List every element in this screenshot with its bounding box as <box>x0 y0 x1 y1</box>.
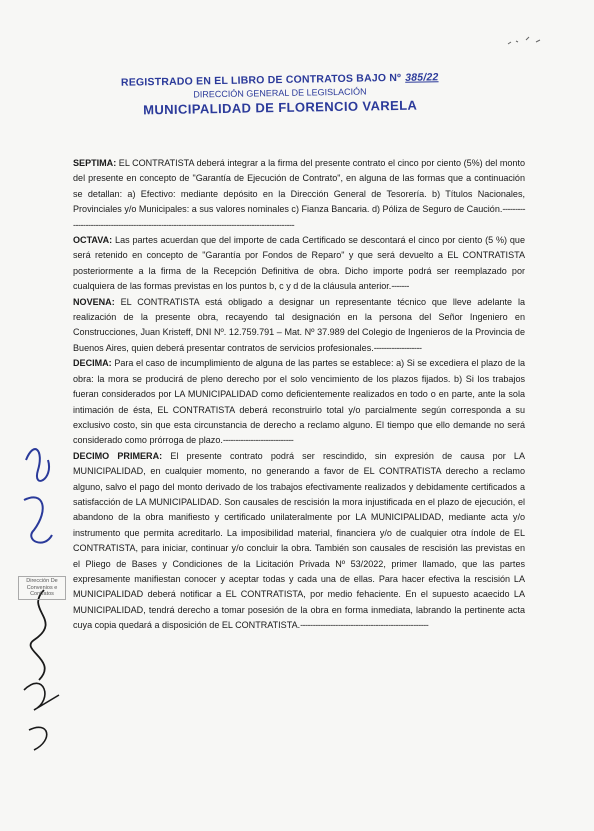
clause-text: EL CONTRATISTA deberá integrar a la firma del presente contrato el cinco por ciento (5%) del monto del presente en concepto de "Garantía de Ejecución de Contrato", en alguna de las formas que a continuación se detallan: a) Efectivo: mediante depósito en la Dirección General de Tesorería. b) Títulos Nacionales, Provinciales y/o Municipales: a sus valores nominales c) Fianza Bancaria. d) Póliza de Seguro de Caución. <box>73 158 525 215</box>
clause-heading: SEPTIMA: <box>73 158 117 168</box>
stamp-line-1: REGISTRADO EN EL LIBRO DE CONTRATOS BAJO Nº 385/22 <box>120 71 439 89</box>
stamp-line-2: DIRECCIÓN GENERAL DE LEGISLACIÓN <box>193 86 367 100</box>
registration-stamp <box>120 71 441 118</box>
clause-dashes: --------------------------------------------------- <box>300 620 429 631</box>
clause-dashes: ---------------------------- <box>222 435 294 446</box>
clause-dashes: ------------------------------------------------------------------------------------------------- <box>73 204 525 230</box>
clause-decimo-primera <box>73 449 525 634</box>
margin-stamp: Dirección De Convenios e Contratos <box>18 576 66 600</box>
clause-septima <box>73 156 525 233</box>
clause-dashes: ------- <box>391 281 409 292</box>
stamp-line-3: MUNICIPALIDAD DE FLORENCIO VARELA <box>143 97 418 118</box>
clause-octava <box>73 233 525 295</box>
clause-heading: OCTAVA: <box>73 235 113 246</box>
contract-body <box>73 156 525 634</box>
clause-text: Las partes acuerdan que del importe de cada Certificado se descontará el cinco por ciento (5 %) que será retenido en concepto de "Garantía por Fondos de Reparo" y que será devuelto a EL CONTRATISTA posteriormente a la firma de la Recepción Definitiva de obra. Dicho importe podrá ser reemplazado por cualquiera de las formas previstas en los puntos b, c y d de la cláusula anterior. <box>73 235 525 292</box>
clause-dashes: ------------------- <box>373 342 422 353</box>
clause-heading: DECIMA: <box>73 358 112 369</box>
stamp-number: 385/22 <box>405 71 439 84</box>
clause-decima <box>73 356 525 448</box>
handwritten-signatures <box>4 440 74 820</box>
corner-marks <box>500 32 550 52</box>
clause-heading: NOVENA: <box>73 296 115 307</box>
clause-text: Para el caso de incumplimiento de alguna de las partes se establece: a) Si se excediera el plazo de la obra: la mora se producirá de pleno derecho por el solo vencimiento de los plazos fijados. b) Si los trabajos fueran considerados por LA MUNICIPALIDAD como deficientemente realizados en todo o en parte, ante la sola intimación de ésta, EL CONTRATISTA deberá reconstruirlo total y/o parcialmente según corresponda a su exclusivo costo, sin que esta circunstancia de derecho a reclamo alguno. El tiempo que ello demande no será considerado como prórroga de plazo. <box>73 358 525 446</box>
clause-novena <box>73 295 525 357</box>
clause-heading: DECIMO PRIMERA: <box>73 450 163 461</box>
clause-text: EL CONTRATISTA está obligado a designar un representante técnico que lleve adelante la realización de la presente obra, recayendo tal designación en la persona del Señor Ingeniero en Construcciones, Juan Kristeff, DNI Nº. 12.759.791 – Mat. Nº 37.989 del Colegio de Ingenieros de la Provincia de Buenos Aires, quien deberá presentar contratos de servicios profesionales. <box>73 296 525 353</box>
clause-text: El presente contrato podrá ser rescindido, sin expresión de causa por LA MUNICIPALIDAD, en cualquier momento, no generando a favor de EL CONTRATISTA derecho a reclamo alguno, salvo el pago del monto derivado de los trabajos efectivamente realizados y debidamente certificados a satisfacción de LA MUNICIPALIDAD. Son causales de rescisión la mora injustificada en el plazo de ejecución, el abandono de la obra manifiesto y certificado unilateralmente por LA MUNICIPALIDAD, mediante acta y/o instrumento que permita acreditarlo. La imposibilidad material, financiera y/o de cualquier otra índole de EL CONTRATISTA, para iniciar, continuar y/o concluir la obra. También son causales de rescisión las previstas en el Pliego de Bases y Condiciones de la Licitación Privada Nº 53/2022, primer llamado, que las partes expresamente manifiestan conocer y aceptar todas y cada una de ellas. Para hacer efectiva la rescisión LA MUNICIPALIDAD deberá notificar a EL CONTRATISTA, por medio fehaciente. En el supuesto acaecido LA MUNICIPALIDAD, tendrá derecho a tomar posesión de la obra en forma inmediata, labrando la pertinente acta cuya copia quedará a disposición de EL CONTRATISTA. <box>73 450 525 631</box>
